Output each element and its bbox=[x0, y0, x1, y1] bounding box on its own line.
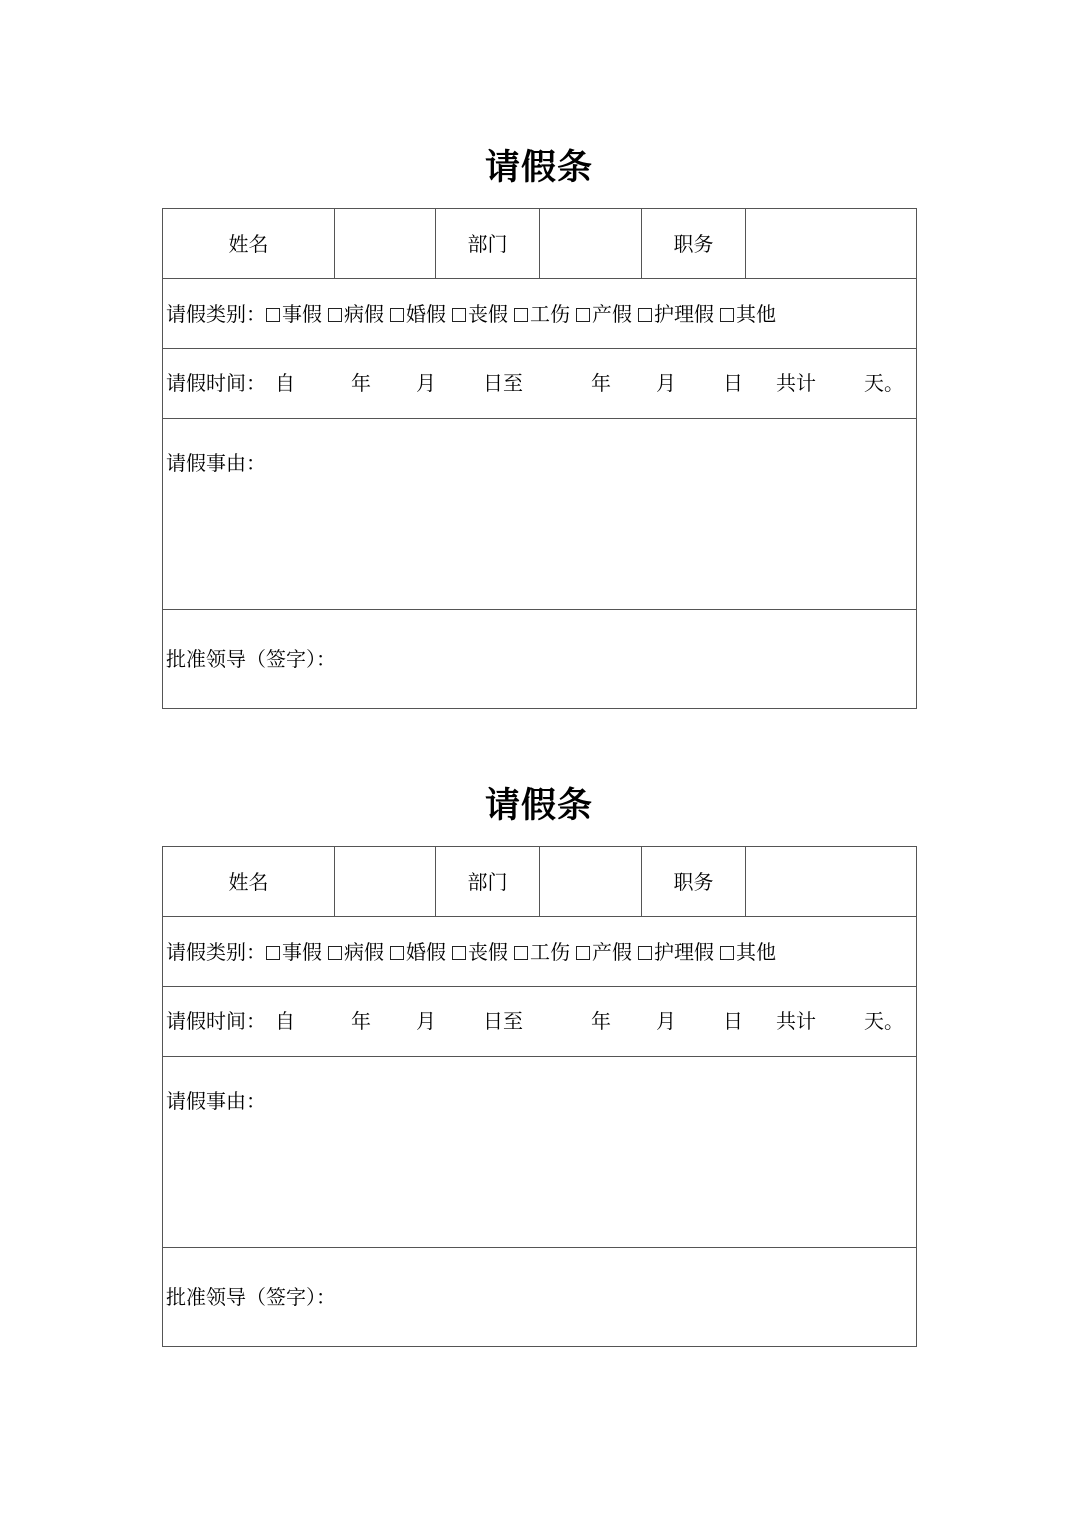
name-field[interactable] bbox=[335, 847, 436, 917]
position-label: 职务 bbox=[642, 847, 746, 917]
approval-field[interactable] bbox=[163, 1248, 917, 1347]
leave-type-option-personal[interactable]: 事假 bbox=[266, 302, 322, 326]
checkbox-icon[interactable] bbox=[720, 946, 734, 960]
reason-row bbox=[163, 1057, 917, 1248]
total-label: 共计 bbox=[776, 371, 816, 395]
checkbox-icon[interactable] bbox=[638, 308, 652, 322]
reason-label: 请假事由： bbox=[166, 1089, 266, 1113]
month-label: 月 bbox=[656, 1009, 676, 1033]
leave-type-option-nursing[interactable]: 护理假 bbox=[638, 940, 714, 964]
checkbox-icon[interactable] bbox=[720, 308, 734, 322]
leave-type-option-bereavement[interactable]: 丧假 bbox=[452, 302, 508, 326]
leave-type-option-personal[interactable]: 事假 bbox=[266, 940, 322, 964]
leave-type-option-marriage[interactable]: 婚假 bbox=[390, 940, 446, 964]
leave-type-option-maternity[interactable]: 产假 bbox=[576, 302, 632, 326]
checkbox-icon[interactable] bbox=[452, 308, 466, 322]
form-title: 请假条 bbox=[484, 785, 593, 826]
approval-row bbox=[163, 1248, 917, 1347]
day-to-label: 日至 bbox=[483, 371, 523, 395]
dept-label: 部门 bbox=[436, 847, 540, 917]
day-label: 日 bbox=[723, 371, 743, 395]
checkbox-icon[interactable] bbox=[576, 308, 590, 322]
checkbox-icon[interactable] bbox=[328, 946, 342, 960]
dept-field[interactable] bbox=[540, 847, 642, 917]
name-label: 姓名 bbox=[163, 847, 335, 917]
reason-label: 请假事由： bbox=[166, 451, 266, 475]
leave-type-row bbox=[163, 917, 917, 987]
year-label: 年 bbox=[591, 1009, 611, 1033]
reason-field[interactable] bbox=[163, 419, 917, 610]
leave-type-option-marriage[interactable]: 婚假 bbox=[390, 302, 446, 326]
year-label: 年 bbox=[351, 371, 371, 395]
checkbox-icon[interactable] bbox=[514, 308, 528, 322]
leave-type-option-injury[interactable]: 工伤 bbox=[514, 302, 570, 326]
leave-type-label: 请假类别： bbox=[166, 939, 266, 964]
checkbox-icon[interactable] bbox=[452, 946, 466, 960]
month-label: 月 bbox=[656, 371, 676, 395]
checkbox-icon[interactable] bbox=[390, 946, 404, 960]
dept-field[interactable] bbox=[540, 209, 642, 279]
year-label: 年 bbox=[591, 371, 611, 395]
leave-type-option-sick[interactable]: 病假 bbox=[328, 302, 384, 326]
form-title: 请假条 bbox=[484, 147, 593, 188]
year-label: 年 bbox=[351, 1009, 371, 1033]
leave-form-table bbox=[162, 208, 917, 709]
leave-type-option-other[interactable]: 其他 bbox=[720, 940, 776, 964]
approval-label: 批准领导（签字）： bbox=[166, 647, 336, 671]
leave-type-option-injury[interactable]: 工伤 bbox=[514, 940, 570, 964]
from-label: 自 bbox=[275, 371, 295, 395]
approval-field[interactable] bbox=[163, 610, 917, 709]
info-row bbox=[163, 209, 917, 279]
leave-type-option-maternity[interactable]: 产假 bbox=[576, 940, 632, 964]
reason-row bbox=[163, 419, 917, 610]
total-label: 共计 bbox=[776, 1009, 816, 1033]
checkbox-icon[interactable] bbox=[266, 946, 280, 960]
dept-label: 部门 bbox=[436, 209, 540, 279]
leave-time-label: 请假时间： bbox=[166, 371, 266, 395]
leave-type-row bbox=[163, 279, 917, 349]
checkbox-icon[interactable] bbox=[328, 308, 342, 322]
days-label: 天。 bbox=[864, 1009, 904, 1033]
checkbox-icon[interactable] bbox=[576, 946, 590, 960]
leave-type-option-nursing[interactable]: 护理假 bbox=[638, 302, 714, 326]
month-label: 月 bbox=[416, 1009, 436, 1033]
month-label: 月 bbox=[416, 371, 436, 395]
leave-time-label: 请假时间： bbox=[166, 1009, 266, 1033]
day-label: 日 bbox=[723, 1009, 743, 1033]
name-field[interactable] bbox=[335, 209, 436, 279]
leave-type-label: 请假类别： bbox=[166, 301, 266, 326]
position-field[interactable] bbox=[746, 209, 917, 279]
leave-type-option-other[interactable]: 其他 bbox=[720, 302, 776, 326]
checkbox-icon[interactable] bbox=[390, 308, 404, 322]
position-field[interactable] bbox=[746, 847, 917, 917]
name-label: 姓名 bbox=[163, 209, 335, 279]
checkbox-icon[interactable] bbox=[266, 308, 280, 322]
checkbox-icon[interactable] bbox=[514, 946, 528, 960]
position-label: 职务 bbox=[642, 209, 746, 279]
day-to-label: 日至 bbox=[483, 1009, 523, 1033]
checkbox-icon[interactable] bbox=[638, 946, 652, 960]
leave-time-row bbox=[163, 349, 917, 419]
days-label: 天。 bbox=[864, 371, 904, 395]
leave-type-option-sick[interactable]: 病假 bbox=[328, 940, 384, 964]
leave-time-row bbox=[163, 987, 917, 1057]
leave-type-option-bereavement[interactable]: 丧假 bbox=[452, 940, 508, 964]
info-row bbox=[163, 847, 917, 917]
reason-field[interactable] bbox=[163, 1057, 917, 1248]
from-label: 自 bbox=[275, 1009, 295, 1033]
leave-form-table bbox=[162, 846, 917, 1347]
approval-label: 批准领导（签字）： bbox=[166, 1285, 336, 1309]
approval-row bbox=[163, 610, 917, 709]
